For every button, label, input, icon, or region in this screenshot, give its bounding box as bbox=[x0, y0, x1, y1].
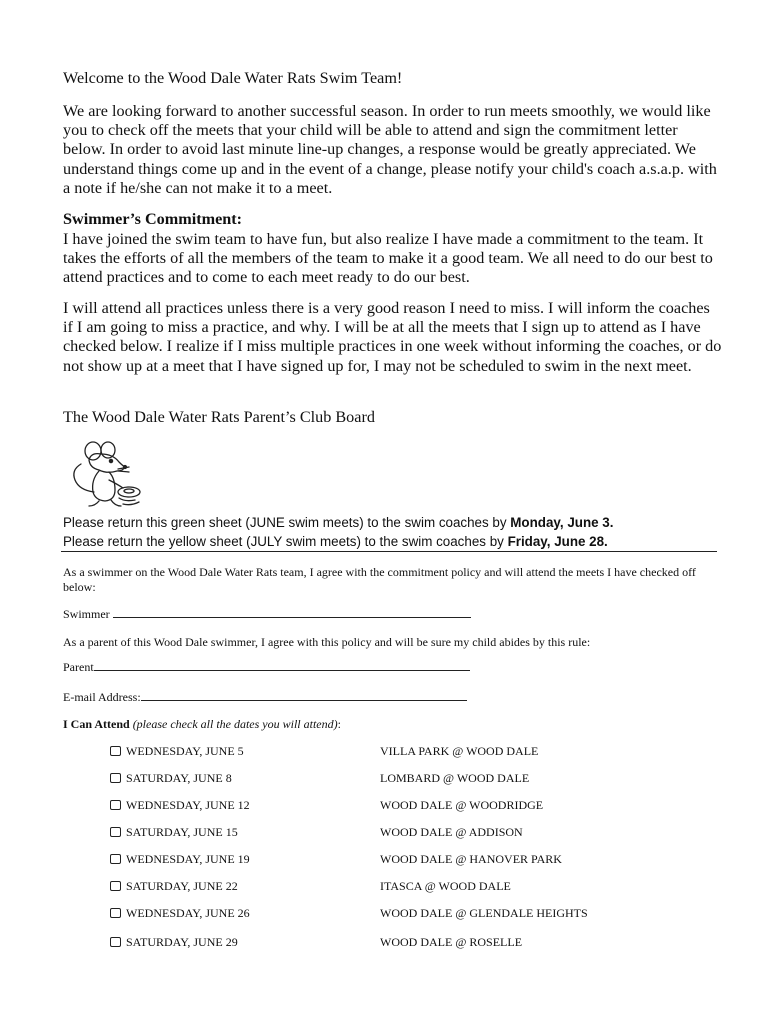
meet-date bbox=[110, 906, 250, 921]
checkbox-icon[interactable] bbox=[110, 800, 121, 810]
greeting: Welcome to the Wood Dale Water Rats Swim Team! bbox=[63, 69, 403, 87]
meet-date-text: SATURDAY, JUNE 8 bbox=[126, 771, 232, 785]
divider bbox=[61, 551, 717, 552]
meet-match: VILLA PARK @ WOOD DALE bbox=[380, 744, 539, 758]
swimmer-signature-line[interactable] bbox=[113, 607, 471, 618]
meet-match: WOOD DALE @ ADDISON bbox=[380, 825, 523, 839]
commitment-paragraph: I have joined the swim team to have fun, but also realize I have made a commitment to the team. It takes the efforts of all the members of the team to make it a good team. We all need to do our best to attend practices and to come to each meet ready to do our best. bbox=[63, 230, 713, 287]
meet-date bbox=[110, 935, 238, 950]
attend-label: I Can Attend bbox=[63, 717, 130, 731]
intro-paragraph: We are looking forward to another successful season. In order to run meets smoothly, we would like you to check off the meets that your child will be able to attend and sign the commitment letter below. In order to avoid last minute line-up changes, a response would be greatly appreciated. We understand things come up and in the event of a change, please notify your child's coach a.s.a.p. with a note if he/she can not make it to a meet. bbox=[63, 102, 717, 197]
meet-match: WOOD DALE @ HANOVER PARK bbox=[380, 852, 562, 866]
green-sheet-notice bbox=[63, 515, 613, 530]
swimmer-agreement: As a swimmer on the Wood Dale Water Rats team, I agree with the commitment policy and will attend the meets I have checked off below: bbox=[63, 565, 696, 594]
signature: The Wood Dale Water Rats Parent’s Club Board bbox=[63, 408, 375, 426]
green-sheet-deadline: Monday, June 3. bbox=[510, 515, 614, 530]
swimmer-field bbox=[63, 607, 471, 622]
checkbox-icon[interactable] bbox=[110, 908, 121, 918]
meet-date bbox=[110, 798, 250, 813]
meet-date-text: WEDNESDAY, JUNE 26 bbox=[126, 906, 250, 920]
email-label: E-mail Address: bbox=[63, 690, 141, 704]
checkbox-icon[interactable] bbox=[110, 881, 121, 891]
meet-date-text: WEDNESDAY, JUNE 5 bbox=[126, 744, 244, 758]
parent-field bbox=[63, 660, 470, 675]
meet-match: WOOD DALE @ WOODRIDGE bbox=[380, 798, 544, 812]
checkbox-icon[interactable] bbox=[110, 827, 121, 837]
yellow-sheet-text: Please return the yellow sheet (JULY swim meets) to the swim coaches by bbox=[63, 534, 508, 549]
checkbox-icon[interactable] bbox=[110, 937, 121, 947]
meet-match: WOOD DALE @ GLENDALE HEIGHTS bbox=[380, 906, 588, 920]
attend-hint: (please check all the dates you will attend) bbox=[132, 717, 338, 731]
meet-date-text: SATURDAY, JUNE 29 bbox=[126, 935, 238, 949]
meet-date bbox=[110, 744, 244, 759]
parent-label: Parent bbox=[63, 660, 94, 674]
meet-date-text: SATURDAY, JUNE 22 bbox=[126, 879, 238, 893]
checkbox-icon[interactable] bbox=[110, 746, 121, 756]
email-line[interactable] bbox=[141, 690, 467, 701]
rat-mascot-icon bbox=[65, 440, 145, 510]
meet-match: WOOD DALE @ ROSELLE bbox=[380, 935, 523, 949]
parent-signature-line[interactable] bbox=[94, 660, 470, 671]
meet-date bbox=[110, 879, 238, 894]
parent-agreement: As a parent of this Wood Dale swimmer, I agree with this policy and will be sure my child abides by this rule: bbox=[63, 635, 591, 649]
yellow-sheet-deadline: Friday, June 28. bbox=[507, 534, 608, 549]
commitment-heading: Swimmer’s Commitment: bbox=[63, 210, 243, 228]
checkbox-icon[interactable] bbox=[110, 854, 121, 864]
meet-match: ITASCA @ WOOD DALE bbox=[380, 879, 511, 893]
email-field bbox=[63, 690, 467, 705]
checkbox-icon[interactable] bbox=[110, 773, 121, 783]
yellow-sheet-notice bbox=[63, 534, 608, 549]
swimmer-label: Swimmer bbox=[63, 607, 110, 621]
green-sheet-text: Please return this green sheet (JUNE swim meets) to the swim coaches by bbox=[63, 515, 511, 530]
meet-date-text: WEDNESDAY, JUNE 19 bbox=[126, 852, 250, 866]
meet-date bbox=[110, 771, 232, 786]
meet-date-text: SATURDAY, JUNE 15 bbox=[126, 825, 238, 839]
meet-date-text: WEDNESDAY, JUNE 12 bbox=[126, 798, 250, 812]
meet-match: LOMBARD @ WOOD DALE bbox=[380, 771, 530, 785]
attendance-paragraph: I will attend all practices unless there is a very good reason I need to miss. I will inform the coaches if I am going to miss a practice, and why. I will be at all the meets that I sign up to attend as I have checked below. I realize if I miss multiple practices in one week without informing the coaches, or do not show up at a meet that I have signed up for, I may not be scheduled to swim in the next meet. bbox=[63, 299, 722, 375]
meet-date bbox=[110, 825, 238, 840]
meet-date bbox=[110, 852, 250, 867]
attend-heading: I Can Attend (please check all the dates you will attend): bbox=[63, 717, 341, 731]
